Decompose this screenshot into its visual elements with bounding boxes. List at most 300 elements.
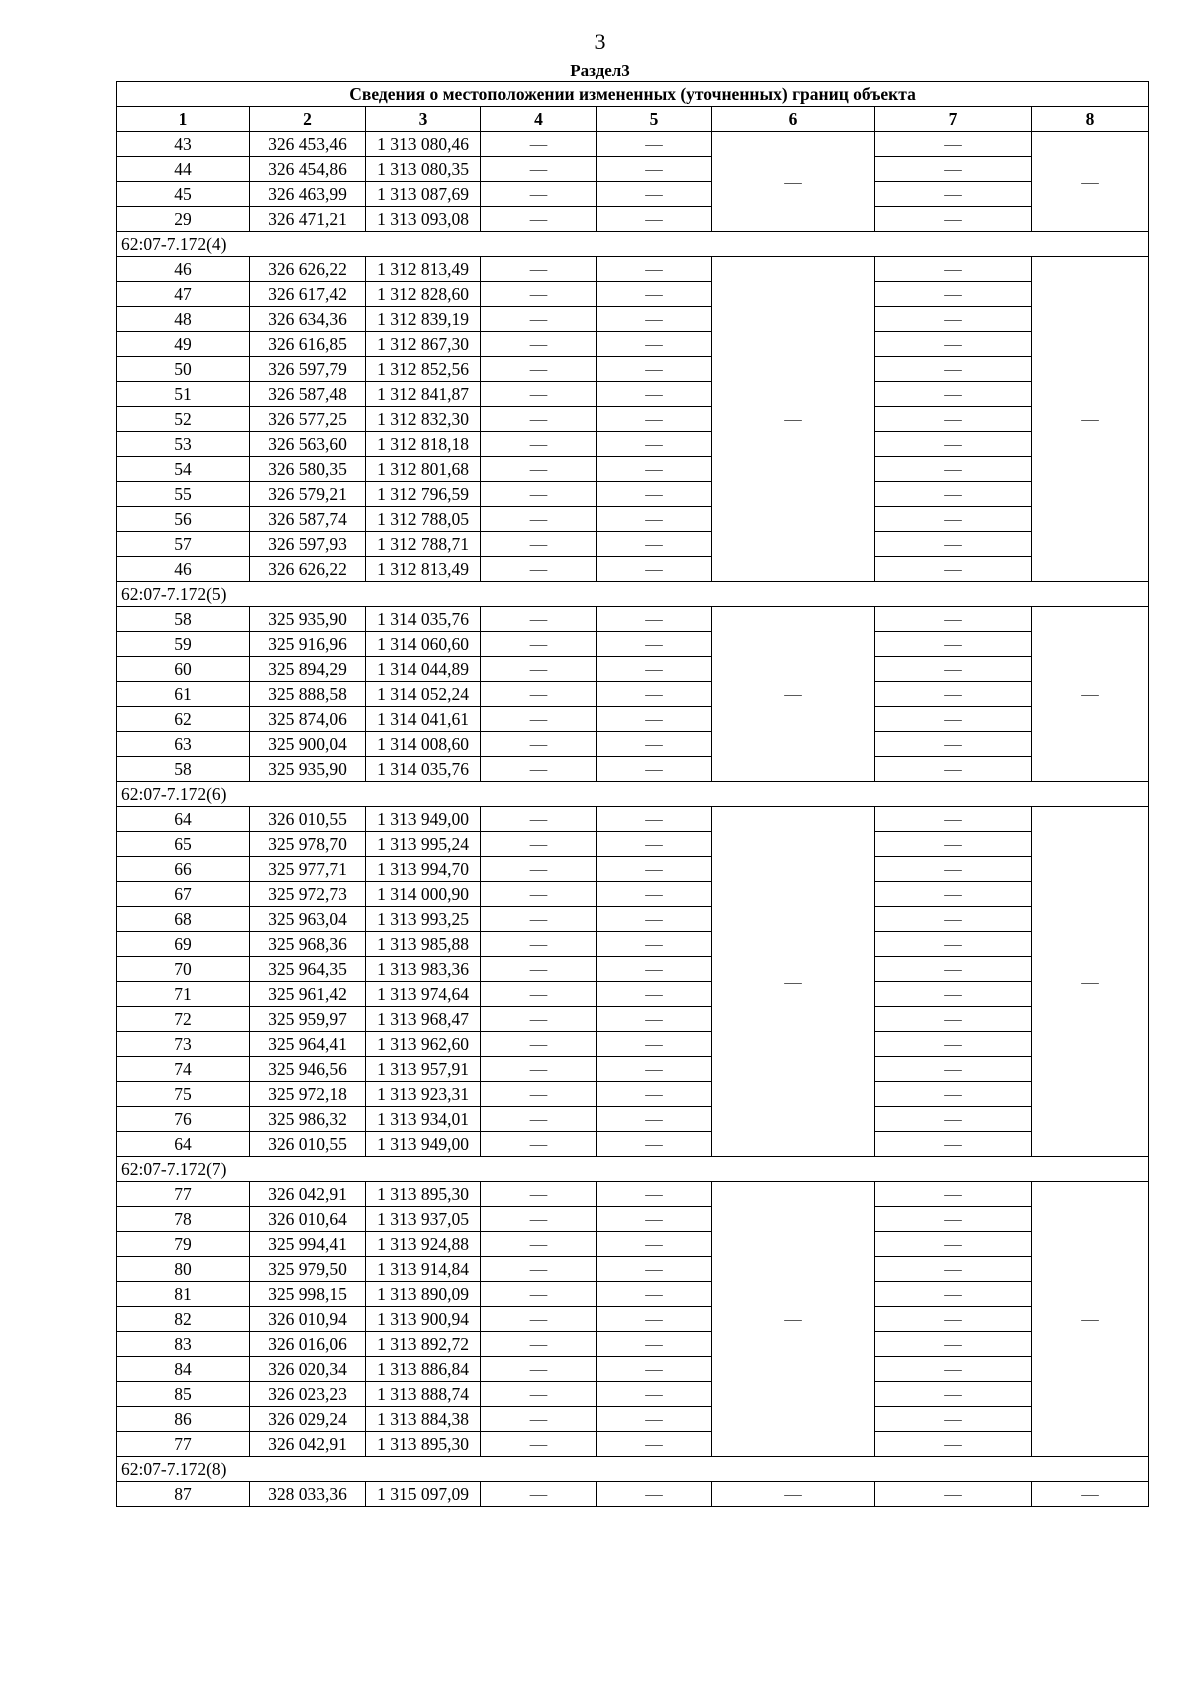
col4-dash: — [481, 1232, 597, 1257]
table-row [117, 332, 1149, 357]
col5-dash: — [597, 1007, 712, 1032]
col4-dash: — [481, 757, 597, 782]
point-number: 75 [117, 1082, 250, 1107]
col7-dash: — [875, 132, 1032, 157]
col7-dash: — [875, 732, 1032, 757]
table-row [117, 882, 1149, 907]
col7-dash: — [875, 1107, 1032, 1132]
table-row [117, 632, 1149, 657]
col4-dash: — [481, 407, 597, 432]
x-coordinate: 326 010,55 [250, 807, 366, 832]
col5-dash: — [597, 757, 712, 782]
col7-dash: — [875, 1382, 1032, 1407]
col7-dash: — [875, 1407, 1032, 1432]
point-number: 46 [117, 557, 250, 582]
table-row [117, 1357, 1149, 1382]
col7-dash: — [875, 207, 1032, 232]
col7-dash: — [875, 1082, 1032, 1107]
x-coordinate: 326 023,23 [250, 1382, 366, 1407]
x-coordinate: 326 577,25 [250, 407, 366, 432]
table-row [117, 207, 1149, 232]
col5-dash: — [597, 1032, 712, 1057]
table-row [117, 807, 1149, 832]
point-number: 79 [117, 1232, 250, 1257]
x-coordinate: 325 972,73 [250, 882, 366, 907]
point-number: 80 [117, 1257, 250, 1282]
table-row [117, 1282, 1149, 1307]
x-coordinate: 326 016,06 [250, 1332, 366, 1357]
x-coordinate: 325 977,71 [250, 857, 366, 882]
col6-merged-dash: — [712, 1182, 875, 1457]
col5-dash: — [597, 1082, 712, 1107]
col7-dash: — [875, 1132, 1032, 1157]
group-header-row [117, 1457, 1149, 1482]
col4-dash: — [481, 1282, 597, 1307]
table-row [117, 382, 1149, 407]
table-caption: Сведения о местоположении измененных (уточненных) границ объекта [117, 82, 1149, 107]
col4-dash: — [481, 932, 597, 957]
column-header: 1 [117, 107, 250, 132]
col5-dash: — [597, 1307, 712, 1332]
point-number: 45 [117, 182, 250, 207]
point-number: 70 [117, 957, 250, 982]
table-row [117, 482, 1149, 507]
point-number: 74 [117, 1057, 250, 1082]
table-row [117, 257, 1149, 282]
x-coordinate: 325 979,50 [250, 1257, 366, 1282]
y-coordinate: 1 313 080,46 [366, 132, 481, 157]
x-coordinate: 325 900,04 [250, 732, 366, 757]
point-number: 77 [117, 1182, 250, 1207]
col7-dash: — [875, 157, 1032, 182]
y-coordinate: 1 314 008,60 [366, 732, 481, 757]
x-coordinate: 325 916,96 [250, 632, 366, 657]
col6-merged-dash: — [712, 807, 875, 1157]
table-row [117, 907, 1149, 932]
point-number: 81 [117, 1282, 250, 1307]
col5-dash: — [597, 157, 712, 182]
col7-dash: — [875, 1057, 1032, 1082]
x-coordinate: 325 961,42 [250, 982, 366, 1007]
col7-dash: — [875, 807, 1032, 832]
col5-dash: — [597, 307, 712, 332]
table-row [117, 757, 1149, 782]
y-coordinate: 1 312 788,05 [366, 507, 481, 532]
table-row [117, 1082, 1149, 1107]
y-coordinate: 1 312 832,30 [366, 407, 481, 432]
point-number: 50 [117, 357, 250, 382]
point-number: 59 [117, 632, 250, 657]
x-coordinate: 325 874,06 [250, 707, 366, 732]
table-row [117, 557, 1149, 582]
col5-dash: — [597, 207, 712, 232]
col4-dash: — [481, 832, 597, 857]
table-row [117, 1107, 1149, 1132]
table-row [117, 507, 1149, 532]
x-coordinate: 328 033,36 [250, 1482, 366, 1507]
col4-dash: — [481, 307, 597, 332]
col7-dash: — [875, 1332, 1032, 1357]
col4-dash: — [481, 1207, 597, 1232]
table-row [117, 1432, 1149, 1457]
y-coordinate: 1 313 949,00 [366, 807, 481, 832]
y-coordinate: 1 313 957,91 [366, 1057, 481, 1082]
col5-dash: — [597, 1182, 712, 1207]
group-label: 62:07-7.172(5) [117, 582, 1149, 607]
col7-dash: — [875, 1357, 1032, 1382]
point-number: 64 [117, 807, 250, 832]
col5-dash: — [597, 832, 712, 857]
y-coordinate: 1 313 914,84 [366, 1257, 481, 1282]
y-coordinate: 1 314 000,90 [366, 882, 481, 907]
point-number: 85 [117, 1382, 250, 1407]
col7-dash: — [875, 182, 1032, 207]
x-coordinate: 325 994,41 [250, 1232, 366, 1257]
col5-dash: — [597, 432, 712, 457]
col5-dash: — [597, 1282, 712, 1307]
col4-dash: — [481, 1007, 597, 1032]
section-title: Раздел3 [570, 61, 630, 80]
table-row [117, 857, 1149, 882]
x-coordinate: 325 964,41 [250, 1032, 366, 1057]
col7-dash: — [875, 957, 1032, 982]
column-header: 7 [875, 107, 1032, 132]
x-coordinate: 325 964,35 [250, 957, 366, 982]
col4-dash: — [481, 1032, 597, 1057]
point-number: 55 [117, 482, 250, 507]
y-coordinate: 1 313 934,01 [366, 1107, 481, 1132]
col8-merged-dash: — [1032, 132, 1149, 232]
col4-dash: — [481, 432, 597, 457]
x-coordinate: 326 010,94 [250, 1307, 366, 1332]
y-coordinate: 1 312 788,71 [366, 532, 481, 557]
col7-dash: — [875, 882, 1032, 907]
point-number: 53 [117, 432, 250, 457]
y-coordinate: 1 312 801,68 [366, 457, 481, 482]
x-coordinate: 325 935,90 [250, 607, 366, 632]
col5-dash: — [597, 407, 712, 432]
col8-merged-dash: — [1032, 807, 1149, 1157]
point-number: 52 [117, 407, 250, 432]
column-header: 4 [481, 107, 597, 132]
group-header-row [117, 782, 1149, 807]
col4-dash: — [481, 1357, 597, 1382]
point-number: 76 [117, 1107, 250, 1132]
col5-dash: — [597, 257, 712, 282]
y-coordinate: 1 314 035,76 [366, 757, 481, 782]
table-row [117, 532, 1149, 557]
column-header: 6 [712, 107, 875, 132]
point-number: 46 [117, 257, 250, 282]
point-number: 83 [117, 1332, 250, 1357]
col7-dash: — [875, 907, 1032, 932]
point-number: 71 [117, 982, 250, 1007]
x-coordinate: 326 616,85 [250, 332, 366, 357]
col7-dash: — [875, 1007, 1032, 1032]
page-number: 3 [594, 29, 606, 54]
table-row [117, 932, 1149, 957]
table-row [117, 1007, 1149, 1032]
y-coordinate: 1 312 813,49 [366, 257, 481, 282]
col7-dash: — [875, 507, 1032, 532]
header-row [117, 107, 1149, 132]
y-coordinate: 1 313 892,72 [366, 1332, 481, 1357]
y-coordinate: 1 314 035,76 [366, 607, 481, 632]
y-coordinate: 1 313 968,47 [366, 1007, 481, 1032]
col4-dash: — [481, 907, 597, 932]
col7-dash: — [875, 257, 1032, 282]
col4-dash: — [481, 1182, 597, 1207]
table-row [117, 832, 1149, 857]
x-coordinate: 326 563,60 [250, 432, 366, 457]
y-coordinate: 1 313 993,25 [366, 907, 481, 932]
col7-dash: — [875, 1032, 1032, 1057]
col4-dash: — [481, 457, 597, 482]
col5-dash: — [597, 632, 712, 657]
column-header: 5 [597, 107, 712, 132]
point-number: 54 [117, 457, 250, 482]
point-number: 43 [117, 132, 250, 157]
point-number: 51 [117, 382, 250, 407]
col5-dash: — [597, 457, 712, 482]
col5-dash: — [597, 607, 712, 632]
point-number: 84 [117, 1357, 250, 1382]
y-coordinate: 1 312 867,30 [366, 332, 481, 357]
y-coordinate: 1 313 888,74 [366, 1382, 481, 1407]
col7-dash: — [875, 557, 1032, 582]
point-number: 77 [117, 1432, 250, 1457]
x-coordinate: 325 946,56 [250, 1057, 366, 1082]
col8-merged-dash: — [1032, 1482, 1149, 1507]
x-coordinate: 325 935,90 [250, 757, 366, 782]
point-number: 67 [117, 882, 250, 907]
col5-dash: — [597, 1432, 712, 1457]
y-coordinate: 1 312 818,18 [366, 432, 481, 457]
col7-dash: — [875, 707, 1032, 732]
column-header: 8 [1032, 107, 1149, 132]
table-row [117, 1307, 1149, 1332]
col4-dash: — [481, 282, 597, 307]
col7-dash: — [875, 1282, 1032, 1307]
table-row [117, 132, 1149, 157]
x-coordinate: 325 963,04 [250, 907, 366, 932]
x-coordinate: 325 998,15 [250, 1282, 366, 1307]
col5-dash: — [597, 1357, 712, 1382]
group-label: 62:07-7.172(7) [117, 1157, 1149, 1182]
col4-dash: — [481, 207, 597, 232]
x-coordinate: 326 617,42 [250, 282, 366, 307]
table-row [117, 1482, 1149, 1507]
col4-dash: — [481, 607, 597, 632]
col4-dash: — [481, 182, 597, 207]
col4-dash: — [481, 482, 597, 507]
col7-dash: — [875, 1232, 1032, 1257]
table-row [117, 982, 1149, 1007]
x-coordinate: 326 454,86 [250, 157, 366, 182]
col5-dash: — [597, 532, 712, 557]
point-number: 44 [117, 157, 250, 182]
y-coordinate: 1 314 060,60 [366, 632, 481, 657]
point-number: 78 [117, 1207, 250, 1232]
col5-dash: — [597, 957, 712, 982]
col5-dash: — [597, 857, 712, 882]
y-coordinate: 1 313 895,30 [366, 1432, 481, 1457]
y-coordinate: 1 314 052,24 [366, 682, 481, 707]
col4-dash: — [481, 707, 597, 732]
caption-row [117, 82, 1149, 107]
x-coordinate: 326 010,55 [250, 1132, 366, 1157]
y-coordinate: 1 313 093,08 [366, 207, 481, 232]
col7-dash: — [875, 657, 1032, 682]
y-coordinate: 1 313 080,35 [366, 157, 481, 182]
y-coordinate: 1 313 895,30 [366, 1182, 481, 1207]
table-row [117, 432, 1149, 457]
col4-dash: — [481, 257, 597, 282]
col5-dash: — [597, 1482, 712, 1507]
x-coordinate: 326 463,99 [250, 182, 366, 207]
point-number: 60 [117, 657, 250, 682]
col4-dash: — [481, 857, 597, 882]
table-row [117, 1132, 1149, 1157]
col5-dash: — [597, 357, 712, 382]
col4-dash: — [481, 1332, 597, 1357]
col5-dash: — [597, 282, 712, 307]
col5-dash: — [597, 482, 712, 507]
col4-dash: — [481, 732, 597, 757]
table-row [117, 682, 1149, 707]
col4-dash: — [481, 332, 597, 357]
col5-dash: — [597, 332, 712, 357]
y-coordinate: 1 313 890,09 [366, 1282, 481, 1307]
y-coordinate: 1 312 796,59 [366, 482, 481, 507]
y-coordinate: 1 313 994,70 [366, 857, 481, 882]
table-row [117, 407, 1149, 432]
col7-dash: — [875, 1257, 1032, 1282]
y-coordinate: 1 313 937,05 [366, 1207, 481, 1232]
point-number: 72 [117, 1007, 250, 1032]
col7-dash: — [875, 1432, 1032, 1457]
y-coordinate: 1 312 828,60 [366, 282, 481, 307]
col7-dash: — [875, 532, 1032, 557]
y-coordinate: 1 313 924,88 [366, 1232, 481, 1257]
table-row [117, 457, 1149, 482]
table-row [117, 1257, 1149, 1282]
point-number: 82 [117, 1307, 250, 1332]
table-row [117, 1207, 1149, 1232]
y-coordinate: 1 312 839,19 [366, 307, 481, 332]
col4-dash: — [481, 1057, 597, 1082]
col5-dash: — [597, 1107, 712, 1132]
col5-dash: — [597, 507, 712, 532]
col4-dash: — [481, 357, 597, 382]
point-number: 69 [117, 932, 250, 957]
col5-dash: — [597, 132, 712, 157]
point-number: 49 [117, 332, 250, 357]
table-row [117, 732, 1149, 757]
col7-dash: — [875, 632, 1032, 657]
y-coordinate: 1 313 962,60 [366, 1032, 481, 1057]
table-row [117, 357, 1149, 382]
col7-dash: — [875, 307, 1032, 332]
col7-dash: — [875, 457, 1032, 482]
col5-dash: — [597, 907, 712, 932]
col5-dash: — [597, 382, 712, 407]
col4-dash: — [481, 1082, 597, 1107]
y-coordinate: 1 313 983,36 [366, 957, 481, 982]
x-coordinate: 326 626,22 [250, 257, 366, 282]
y-coordinate: 1 312 813,49 [366, 557, 481, 582]
point-number: 47 [117, 282, 250, 307]
table-row [117, 1232, 1149, 1257]
col5-dash: — [597, 707, 712, 732]
col5-dash: — [597, 182, 712, 207]
group-header-row [117, 582, 1149, 607]
col5-dash: — [597, 882, 712, 907]
col4-dash: — [481, 982, 597, 1007]
col7-dash: — [875, 332, 1032, 357]
table-row [117, 1407, 1149, 1432]
point-number: 68 [117, 907, 250, 932]
y-coordinate: 1 314 041,61 [366, 707, 481, 732]
table-row [117, 307, 1149, 332]
col4-dash: — [481, 1482, 597, 1507]
col5-dash: — [597, 1257, 712, 1282]
x-coordinate: 326 042,91 [250, 1182, 366, 1207]
x-coordinate: 326 453,46 [250, 132, 366, 157]
point-number: 73 [117, 1032, 250, 1057]
x-coordinate: 326 471,21 [250, 207, 366, 232]
col5-dash: — [597, 807, 712, 832]
point-number: 58 [117, 607, 250, 632]
col7-dash: — [875, 282, 1032, 307]
table-row [117, 657, 1149, 682]
col4-dash: — [481, 1407, 597, 1432]
col5-dash: — [597, 1207, 712, 1232]
table-row [117, 707, 1149, 732]
col6-merged-dash: — [712, 1482, 875, 1507]
col7-dash: — [875, 1182, 1032, 1207]
table-row [117, 1382, 1149, 1407]
x-coordinate: 325 888,58 [250, 682, 366, 707]
col8-merged-dash: — [1032, 1182, 1149, 1457]
col5-dash: — [597, 1382, 712, 1407]
x-coordinate: 326 020,34 [250, 1357, 366, 1382]
y-coordinate: 1 313 949,00 [366, 1132, 481, 1157]
col7-dash: — [875, 682, 1032, 707]
y-coordinate: 1 315 097,09 [366, 1482, 481, 1507]
col4-dash: — [481, 807, 597, 832]
col5-dash: — [597, 1057, 712, 1082]
col7-dash: — [875, 407, 1032, 432]
col5-dash: — [597, 932, 712, 957]
col7-dash: — [875, 607, 1032, 632]
col7-dash: — [875, 1307, 1032, 1332]
point-number: 64 [117, 1132, 250, 1157]
group-label: 62:07-7.172(8) [117, 1457, 1149, 1482]
y-coordinate: 1 312 852,56 [366, 357, 481, 382]
col8-merged-dash: — [1032, 607, 1149, 782]
col4-dash: — [481, 882, 597, 907]
x-coordinate: 325 972,18 [250, 1082, 366, 1107]
col7-dash: — [875, 757, 1032, 782]
x-coordinate: 326 587,74 [250, 507, 366, 532]
y-coordinate: 1 313 923,31 [366, 1082, 481, 1107]
table-row [117, 1182, 1149, 1207]
col4-dash: — [481, 1432, 597, 1457]
x-coordinate: 326 579,21 [250, 482, 366, 507]
x-coordinate: 326 580,35 [250, 457, 366, 482]
col4-dash: — [481, 557, 597, 582]
